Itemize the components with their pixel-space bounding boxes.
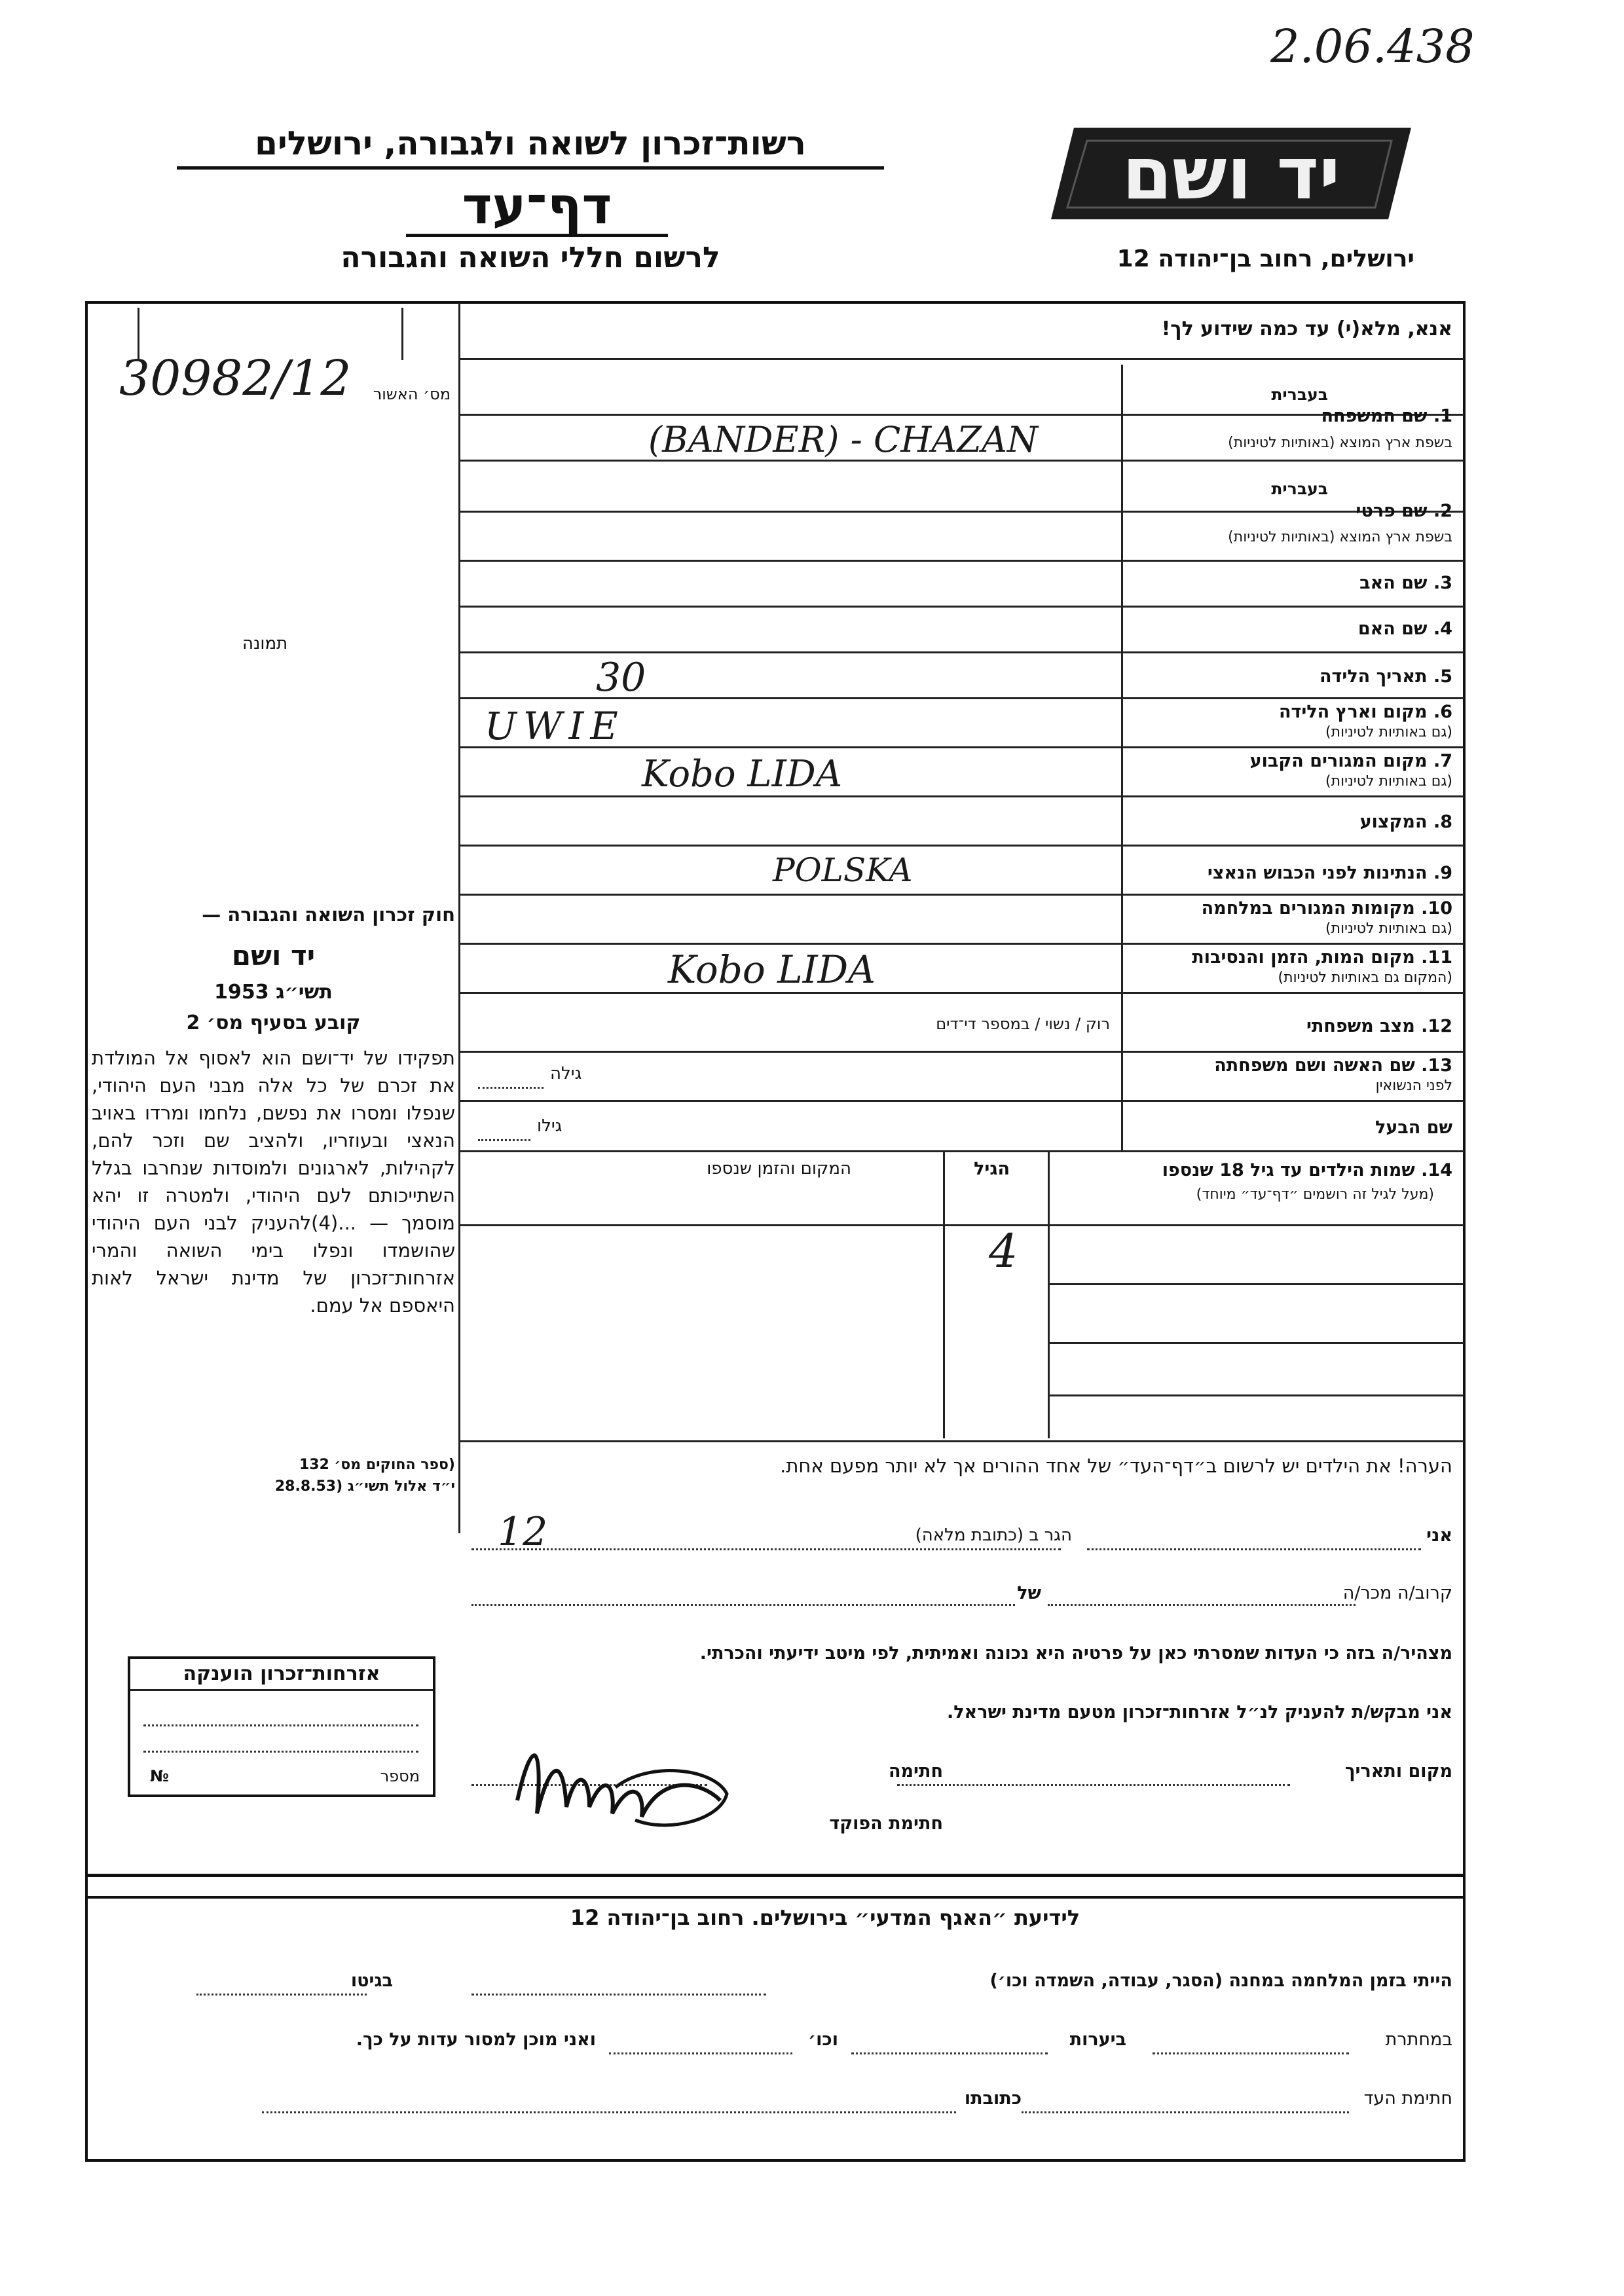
remark-note: הערה! את הילדים יש לרשום ב״דף־העד״ של אחד ההורים אך לא יותר מפעם אחת. [780, 1455, 1452, 1477]
form-instruction: אנא, מלא(י) עד כמה שידוע לך! [1161, 318, 1452, 340]
signature-scribble [504, 1722, 740, 1849]
field-6-note: (גם באותיות לטיניות) [1325, 724, 1452, 740]
declaration-statement: מצהיר/ה בזה כי העדות שמסרתי כאן על פרטיה היא נכונה ואמיתית, לפי מיטב ידיעתי והכרתי. [699, 1643, 1452, 1664]
children-age-header: הגיל [974, 1159, 1010, 1179]
field-7-note: (גם באותיות לטיניות) [1325, 773, 1452, 790]
archive-number: 2.06.438 [1270, 20, 1475, 73]
law-title: חוק זכרון השואה והגבורה — [202, 903, 455, 926]
field-13-label: 13. שם האשה ושם משפחתה [1214, 1055, 1452, 1076]
children-note: (מעל לגיל זה רושמים ״דף־עד״ מיוחד) [1196, 1186, 1434, 1203]
field-3-label: 3. שם האב [1359, 573, 1452, 593]
children-label: 14. שמות הילדים עד גיל 18 שנספו [1162, 1160, 1452, 1180]
law-source: (ספר החוקים מס׳ 132 [299, 1457, 455, 1473]
field-9-value: POLSKA [773, 851, 913, 889]
field-4-label: 4. שם האם [1357, 619, 1452, 639]
field-11-note: (המקום גם באותיות לטיניות) [1278, 970, 1452, 986]
field-6-label: 6. מקום וארץ הלידה [1278, 702, 1452, 722]
law-box [92, 903, 455, 1493]
law-text: תפקידו של יד־ושם הוא לאסוף אל המולדת את זכרם של כל אלה מבני העם היהודי, שנפלו ומסרו את נפשם, נלחמו ומרדו באויב הנאצי ובעוזריו, ולהציב שם וזכר להם, לקהילות, לארגונים ולמוסדות שנחרבו בגלל השתייכותם לעם היהודי, ולמטרה זו יהא מוסמך — ...(4)להעניק לבני העם היהודי שהושמדו ונפלו בימי השואה והמרי אזרחות־זכרון של מדינת ישראל לאות היאספם אל עמם. [92, 1047, 455, 1317]
footer-heading: לידיעת ״האגף המדעי״ בירושלים. רחוב בן־יהודה 12 [570, 1905, 1080, 1930]
footer-ghetto: בגיטו [350, 1971, 393, 1991]
footer-forests: ביערות [1069, 2030, 1126, 2050]
footer-underground: במחתרת [1385, 2030, 1452, 2050]
law-clause: קובע בסעיף מס׳ 2 [186, 1011, 361, 1034]
footer-ready: ואני מוכן למסור עדות על כך. [356, 2030, 596, 2050]
field-2-label: 2. שם פרטי [1356, 501, 1452, 521]
field-1-label: 1. שם המשפחה [1321, 406, 1452, 426]
child-1-age: 4 [989, 1224, 1018, 1278]
institution-name: רשות־זכרון לשואה ולגבורה, ירושלים [177, 124, 884, 170]
field-7-label: 7. מקום המגורים הקבוע [1249, 751, 1452, 771]
field-9-label: 9. הנתינות לפני הכבוש הנאצי [1207, 863, 1452, 883]
declaration-residing: הגר ב (כתובת מלאה) [915, 1525, 1072, 1545]
field-13-note: לפני הנשואין [1375, 1078, 1452, 1094]
of-label: של [1017, 1583, 1041, 1603]
footer-witness-signature: חתימת העד [1363, 2088, 1452, 2109]
field-7-value: Kobo LIDA [642, 753, 843, 795]
law-source-date: י״ד אלול תשי״ג (28.8.53 [274, 1478, 455, 1495]
field-5-label: 5. תאריך הלידה [1319, 666, 1452, 687]
citizenship-title: אזרחות־זכרון הוענקה [130, 1662, 433, 1691]
field-6-value: UWIE [485, 704, 625, 748]
header-address: ירושלים, רחוב בן־יהודה 12 [1116, 246, 1414, 272]
form-title: דף־עד [406, 180, 668, 237]
field-12-label: 12. מצב משפחתי [1306, 1016, 1452, 1036]
field-2-hebrew-tag: בעברית [1271, 479, 1328, 498]
field-1-latin-value: (BANDER) - CHAZAN [648, 419, 1039, 460]
footer-etc: וכו׳ [808, 2030, 838, 2050]
husband-label: שם הבעל [1375, 1118, 1452, 1138]
field-8-label: 8. המקצוע [1359, 812, 1452, 832]
citizenship-box [128, 1656, 435, 1797]
svg-text:יד ושם: יד ושם [1122, 132, 1340, 215]
law-name: יד ושם [231, 939, 316, 972]
children-place-header: המקום והזמן שנספו [707, 1159, 851, 1178]
signature-label: חתימה [888, 1761, 943, 1781]
footer-address: כתובתו [964, 2088, 1022, 2109]
citizenship-number-sign: № [150, 1767, 169, 1785]
husband-age-label: גילו [537, 1116, 563, 1136]
field-12-options: רוק / נשוי / במספר די־דים [936, 1015, 1110, 1033]
field-11-label: 11. מקום המות, הזמן והנסיבות [1192, 947, 1452, 968]
registration-number: 30982/12 [119, 350, 352, 407]
form-subtitle: לרשום חללי השואה והגבורה [341, 241, 720, 274]
field-5-value: 30 [596, 655, 646, 701]
field-1-latin-note: בשפת ארץ המוצא (באותיות לטיניות) [1228, 435, 1452, 451]
yad-vashem-logo [1048, 121, 1414, 226]
field-10-label: 10. מקומות המגורים במלחמה [1201, 898, 1452, 919]
declaration-house-number: 12 [498, 1509, 548, 1555]
field-11-value: Kobo LIDA [668, 947, 876, 992]
registration-box [89, 350, 456, 419]
wife-age-label: גילה [550, 1064, 582, 1084]
citizenship-number-label: מספר [380, 1767, 420, 1785]
field-1-hebrew-tag: בעברית [1271, 385, 1328, 404]
place-date-label: מקום ותאריך [1344, 1761, 1452, 1781]
relative-label: קרוב/ה מכר/ה [1342, 1583, 1452, 1603]
footer-frame [85, 1874, 1466, 2162]
declaration-i: אני [1426, 1525, 1452, 1546]
registration-label: מס׳ האשור [373, 385, 451, 403]
photo-label: תמונה [242, 634, 288, 653]
footer-line1: הייתי בזמן המלחמה במחנה (הסגר, עבודה, השמדה וכו׳) [989, 1971, 1452, 1991]
field-2-latin-note: בשפת ארץ המוצא (באותיות לטיניות) [1228, 529, 1452, 545]
field-10-note: (גם באותיות לטיניות) [1325, 920, 1452, 937]
declaration-request: אני מבקש/ת להעניק לנ״ל אזרחות־זכרון מטעם מדינת ישראל. [946, 1702, 1452, 1722]
law-year: תשי״ג 1953 [214, 981, 333, 1004]
officer-signature-label: חתימת הפוקד [829, 1813, 943, 1834]
